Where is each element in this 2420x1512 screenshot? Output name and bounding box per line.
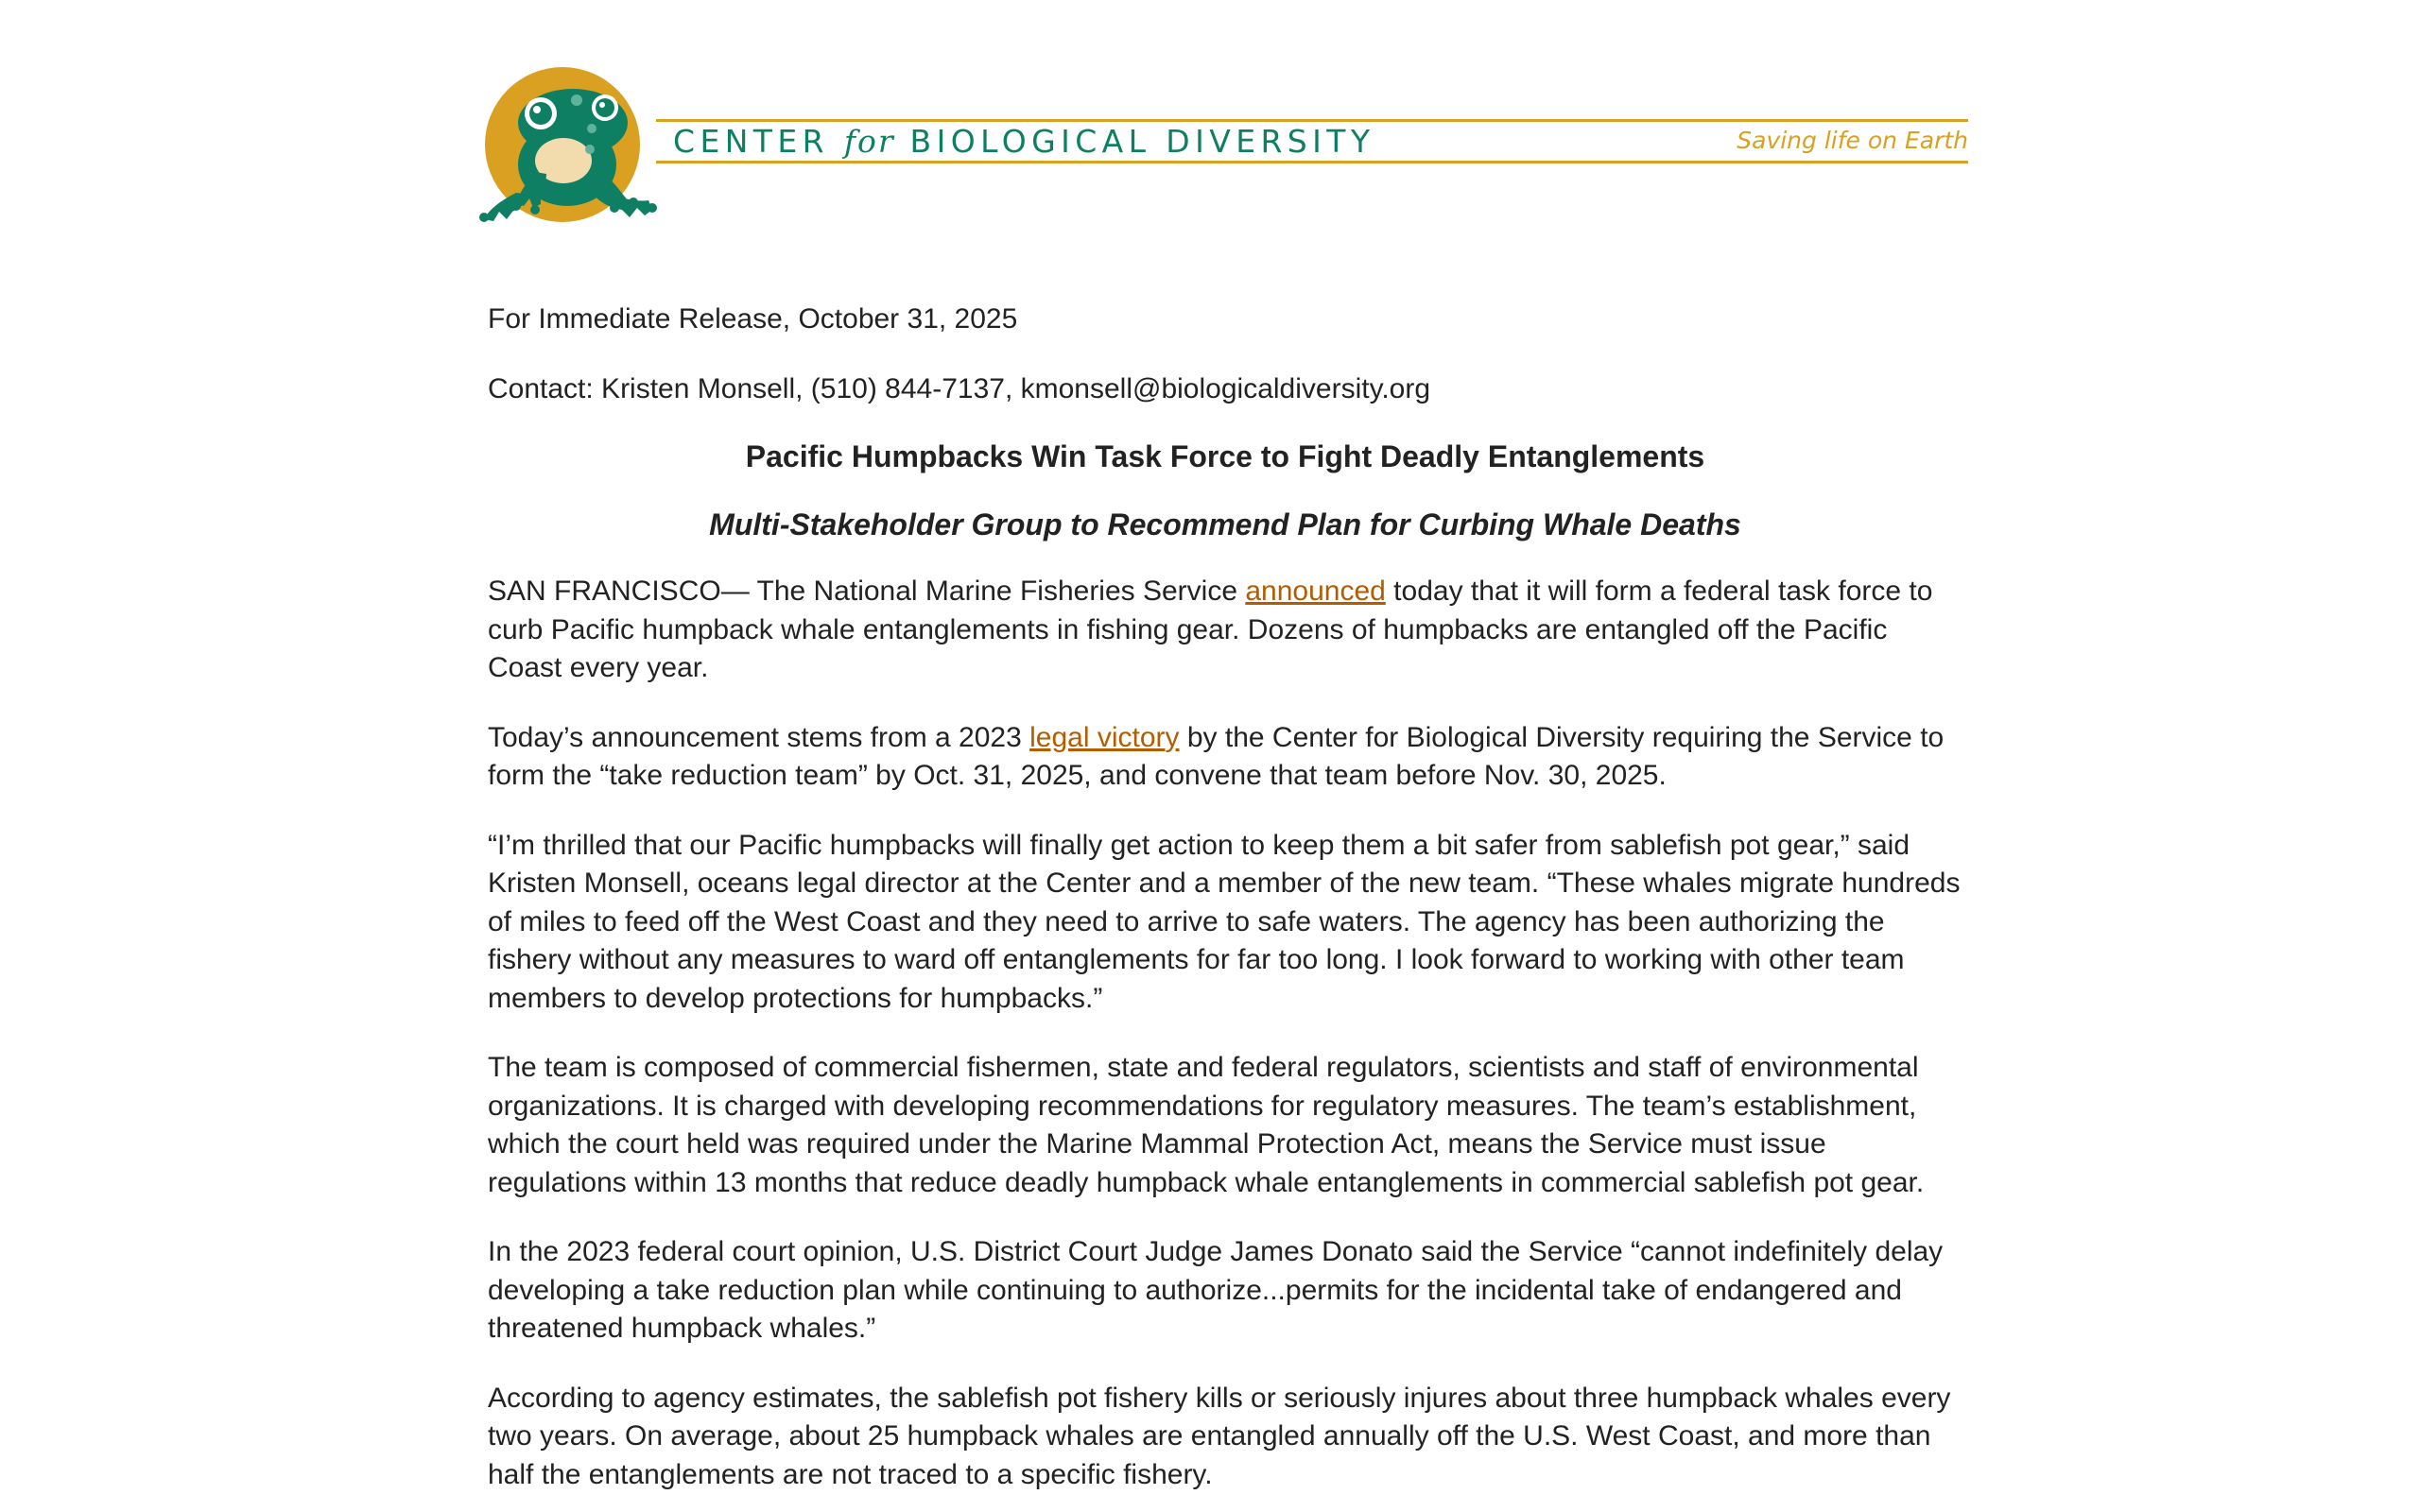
contact-line: Contact: Kristen Monsell, (510) 844-7137, kmonsell@biologicaldiversity.org bbox=[488, 373, 1431, 404]
paragraph-5: In the 2023 federal court opinion, U.S. District Court Judge James Donato said the Service “cannot indefinitely delay developing a take reduction plan while continuing to authorize...permits for the incidental take of endangered and threatened humpback whales.” bbox=[488, 1236, 1944, 1344]
paragraph-6: According to agency estimates, the sablefish pot fishery kills or seriously injures about three humpback whales every two years. On average, about 25 humpback whales are entangled annually off the U.S. West Coast, and more than half the entanglements are not traced to a specific fishery. bbox=[488, 1382, 1951, 1490]
org-name-pre: CENTER bbox=[673, 123, 844, 160]
announced-link[interactable]: announced bbox=[1245, 576, 1386, 607]
paragraph-1 bbox=[488, 573, 1962, 688]
paragraph-2-text-b: by the Center for Biological Diversity requiring the Service to form the “take reduction team” by Oct. 31, 2025, and convene that team before Nov. 30, 2025. bbox=[488, 721, 1945, 791]
headline: Pacific Humpbacks Win Task Force to Fight Deadly Entanglements bbox=[745, 439, 1705, 473]
paragraph-1-text-b: today that it will form a federal task force to curb Pacific humpback whale entanglements in fishing gear. Dozens of humpbacks are entangled off the Pacific Coast every year. bbox=[488, 576, 1933, 683]
paragraph-1-text-a: SAN FRANCISCO— The National Marine Fisheries Service bbox=[488, 576, 1246, 607]
paragraph-4: The team is composed of commercial fishermen, state and federal regulators, scientists and staff of environmental organizations. It is charged with developing recommendations for regulatory measures. The team’s establishment, which the court held was required under the Marine Mammal Protection Act, means the Service must issue regulations within 13 months that reduce deadly humpback whale entanglements in commercial sablefish pot gear. bbox=[488, 1052, 1925, 1198]
letterhead bbox=[478, 60, 1968, 229]
release-date: For Immediate Release, October 31, 2025 bbox=[488, 303, 1018, 335]
legal-victory-link[interactable]: legal victory bbox=[1029, 721, 1180, 753]
paragraph-3: “I’m thrilled that our Pacific humpbacks will finally get action to keep them a bit safer from sablefish pot gear,” said Kristen Monsell, oceans legal director at the Center and a member of the new team. “These whales migrate hundreds of miles to feed off the West Coast and they need to arrive to safe waters. The agency has been authorizing the fishery without any measures to ward off entanglements for far too long. I look forward to working with other team members to develop protections for humpbacks.” bbox=[488, 829, 1961, 1014]
letterhead-rule-top bbox=[656, 119, 1968, 122]
paragraph-2-text-a: Today’s announcement stems from a 2023 bbox=[488, 721, 1030, 753]
paragraph-2 bbox=[488, 719, 1962, 796]
frog-logo-icon bbox=[478, 60, 664, 229]
letterhead-rule-bottom bbox=[656, 161, 1968, 163]
organization-name bbox=[673, 123, 1374, 161]
tagline: Saving life on Earth bbox=[1737, 127, 1968, 154]
subheadline: Multi-Stakeholder Group to Recommend Plan for Curbing Whale Deaths bbox=[709, 507, 1741, 541]
org-name-for: for bbox=[843, 123, 895, 160]
org-name-post: BIOLOGICAL DIVERSITY bbox=[894, 123, 1375, 160]
release-body bbox=[488, 301, 1962, 1494]
